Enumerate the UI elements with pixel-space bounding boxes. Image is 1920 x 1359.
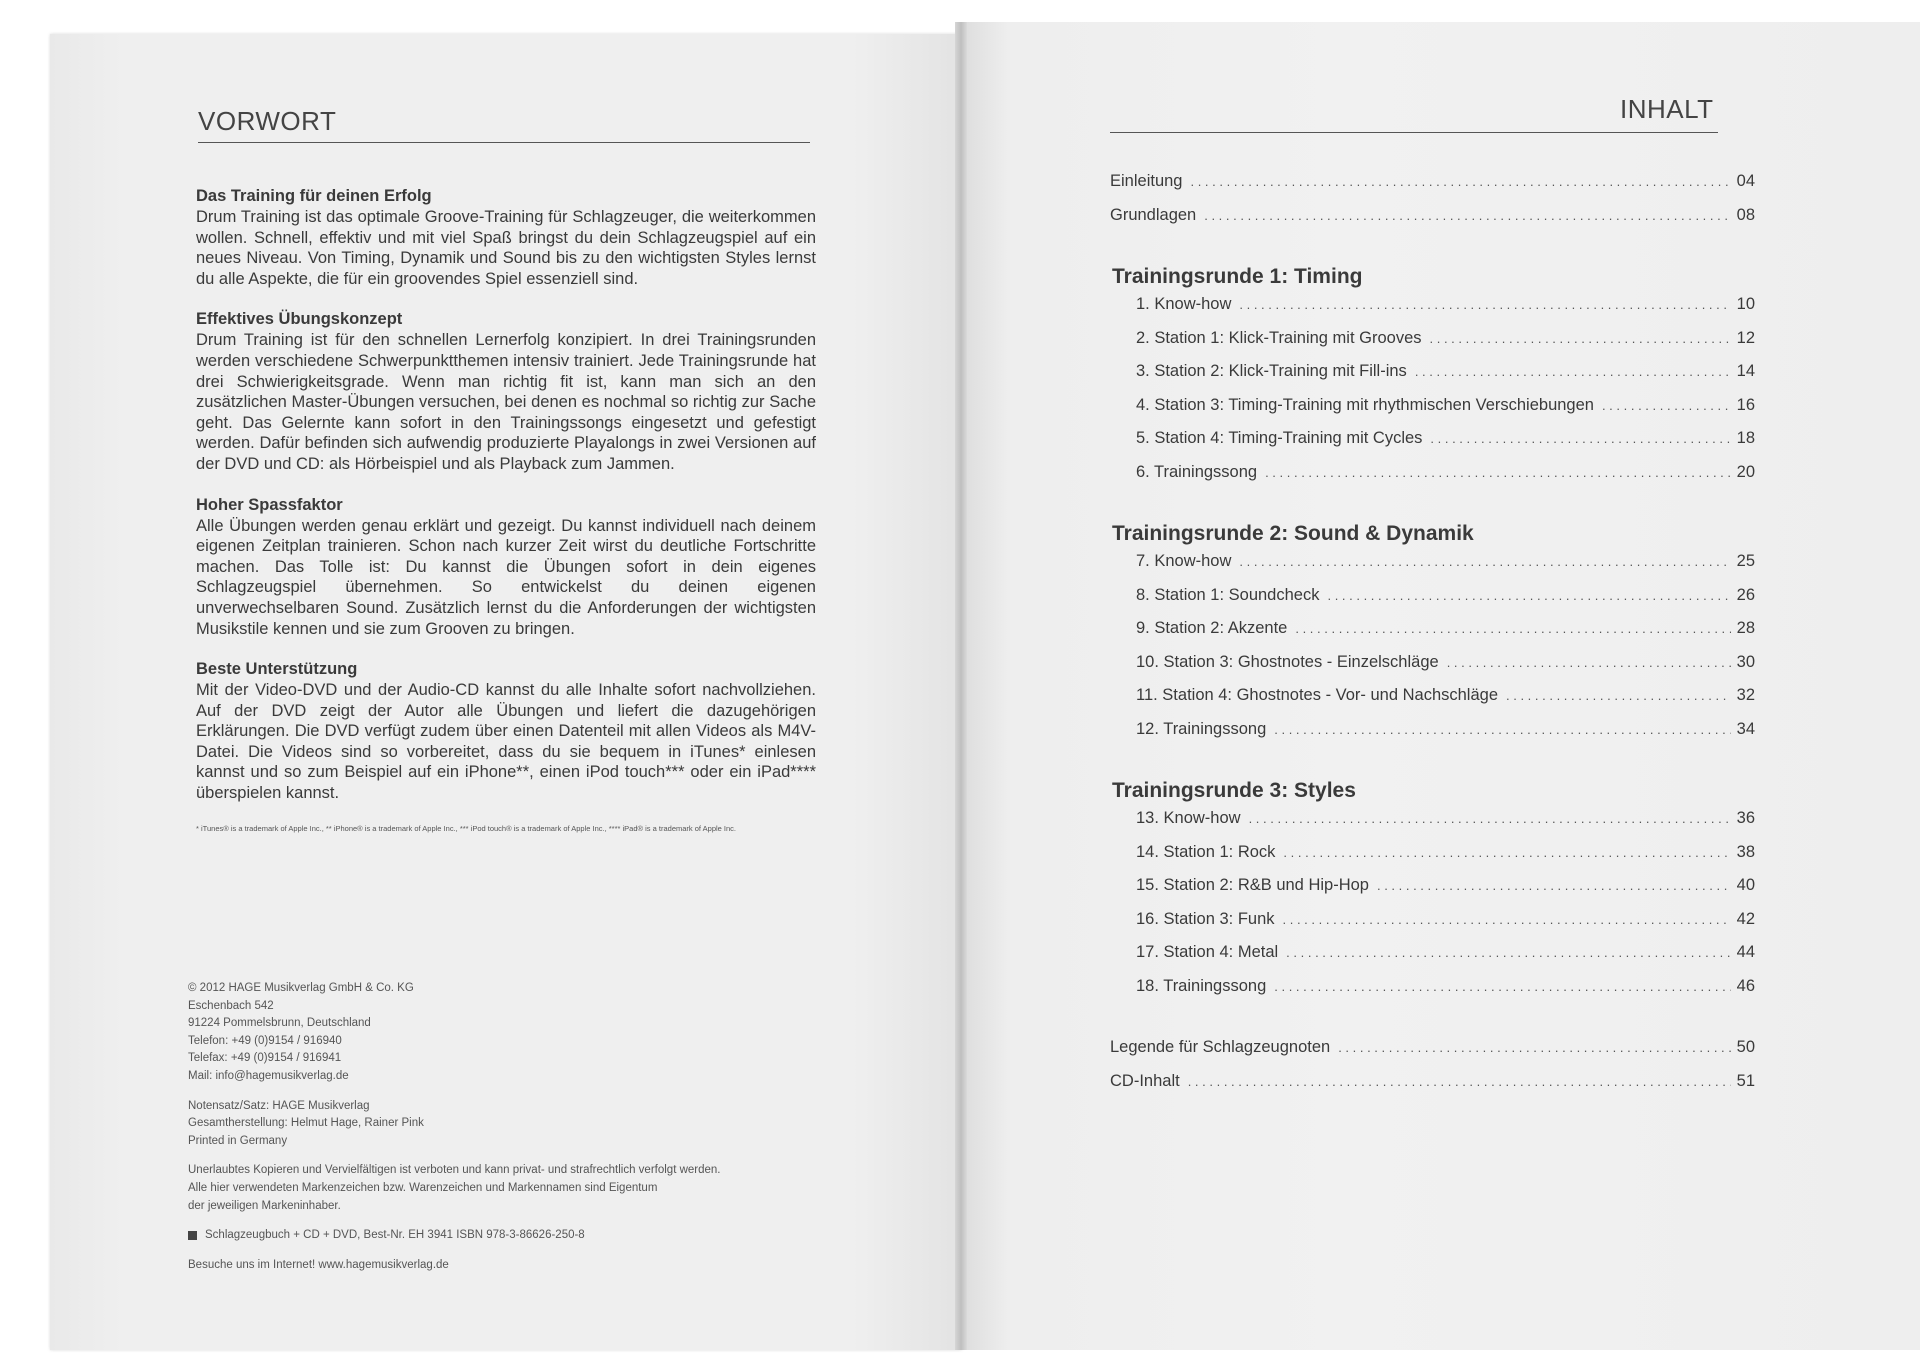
toc-page: 51 bbox=[1736, 1071, 1755, 1090]
imprint bbox=[188, 980, 808, 1286]
imprint-line: Telefax: +49 (0)9154 / 916941 bbox=[188, 1052, 342, 1065]
credits-block bbox=[188, 1098, 808, 1151]
toc-leader bbox=[1377, 878, 1731, 893]
toc-page: 14 bbox=[1736, 362, 1755, 380]
toc-entry bbox=[1110, 329, 1755, 363]
section-uebungskonzept bbox=[196, 309, 816, 474]
toc-page: 38 bbox=[1736, 842, 1755, 861]
toc-leader bbox=[1286, 945, 1730, 960]
toc-leader bbox=[1274, 979, 1730, 994]
toc-entry bbox=[1110, 809, 1755, 843]
toc-page: 42 bbox=[1736, 909, 1755, 928]
toc-label: 7. Know-how bbox=[1136, 552, 1232, 570]
toc-label: 11. Station 4: Ghostnotes - Vor- und Nachschläge bbox=[1136, 686, 1498, 704]
toc-page: 32 bbox=[1736, 686, 1755, 704]
toc-page: 12 bbox=[1736, 328, 1755, 347]
round-title: Trainingsrunde 1: Timing bbox=[1112, 265, 1363, 288]
product-line bbox=[188, 1227, 808, 1245]
toc-label: 15. Station 2: R&B und Hip-Hop bbox=[1136, 876, 1369, 894]
toc-entry bbox=[1110, 876, 1755, 910]
section-text: Alle Übungen werden genau erklärt und gezeigt. Du kannst individuell nach deinem eigenen Zeitplan trainieren. Schon nach kurzer Zeit wirst du deutliche Fortschritte machen. Das Tolle ist: Du kannst die Übungen sofort in dein eigenes Schlagzeugspiel übernehmen. So entwickelst du deinen eigenen unverwechselbaren Sound. Zusätzlich lernst du die Anforderungen der wichtigsten Musikstile kennen und sie zum Grooven zu bringen. bbox=[196, 516, 816, 638]
toc-leader bbox=[1204, 208, 1730, 223]
imprint-line: Unerlaubtes Kopieren und Vervielfältigen ist verboten und kann privat- und strafrechtlich verfolgt werden. bbox=[188, 1164, 721, 1177]
imprint-line: Notensatz/Satz: HAGE Musikverlag bbox=[188, 1099, 370, 1112]
toc-label: 16. Station 3: Funk bbox=[1136, 909, 1275, 928]
toc-page: 25 bbox=[1736, 552, 1755, 570]
toc-label: 13. Know-how bbox=[1136, 809, 1241, 827]
toc-page: 46 bbox=[1736, 976, 1755, 995]
book-gutter bbox=[955, 22, 967, 1350]
toc-label: 3. Station 2: Klick-Training mit Fill-ins bbox=[1136, 362, 1407, 380]
toc-leader bbox=[1506, 688, 1731, 703]
toc-leader bbox=[1295, 621, 1730, 636]
section-text: Drum Training ist das optimale Groove-Training für Schlagzeuger, die weiterkommen wollen. Schnell, effektiv und mit viel Spaß bringst du dein Schlagzeugspiel auf ein neues Niveau. Von Timing, Dynamik und Sound bis zu den wichtigsten Styles lernst du alle Aspekte, die für ein groovendes Spiel essenziell sind. bbox=[196, 208, 816, 288]
round-title: Trainingsrunde 3: Styles bbox=[1112, 779, 1356, 802]
toc-entry bbox=[1110, 977, 1755, 1011]
toc-leader bbox=[1415, 364, 1731, 379]
inhalt-header: INHALT bbox=[1620, 94, 1714, 124]
toc-page: 36 bbox=[1736, 809, 1755, 827]
toc-page: 18 bbox=[1736, 429, 1755, 447]
toc-page: 50 bbox=[1736, 1038, 1755, 1056]
section-text: Mit der Video-DVD und der Audio-CD kannst du alle Inhalte sofort nachvollziehen. Auf der DVD zeigt der Autor alle Übungen und liefert die dazugehörigen Erklärungen. Die DVD verfügt zudem über einen Datenteil mit allen Videos als M4V-Datei. Die Videos sind so vorbereitet, dass du sie bequem in iTunes* einlesen kannst und so zum Beispiel auf ein iPhone**, einen iPod touch*** oder ein iPad**** überspielen kannst. bbox=[196, 681, 816, 803]
toc-entry bbox=[1110, 295, 1755, 329]
toc-leader bbox=[1602, 398, 1731, 413]
toc-label: CD-Inhalt bbox=[1110, 1071, 1180, 1090]
toc-label: 8. Station 1: Soundcheck bbox=[1136, 585, 1320, 604]
toc-leader bbox=[1447, 655, 1731, 670]
toc-page: 30 bbox=[1736, 652, 1755, 671]
section-title: Das Training für deinen Erfolg bbox=[196, 187, 432, 205]
toc-entry bbox=[1110, 843, 1755, 877]
table-of-contents bbox=[1110, 172, 1755, 1105]
product-text: Schlagzeugbuch + CD + DVD, Best-Nr. EH 3941 ISBN 978-3-86626-250-8 bbox=[205, 1229, 585, 1242]
vorwort-rule bbox=[198, 142, 810, 143]
toc-entry bbox=[1110, 619, 1755, 653]
toc-label: 2. Station 1: Klick-Training mit Grooves bbox=[1136, 328, 1422, 347]
toc-label: Legende für Schlagzeugnoten bbox=[1110, 1038, 1331, 1056]
vorwort-header: VORWORT bbox=[198, 106, 337, 136]
toc-page: 16 bbox=[1736, 395, 1755, 414]
imprint-line: Alle hier verwendeten Markenzeichen bzw. Warenzeichen und Markennamen sind Eigentum bbox=[188, 1181, 658, 1194]
toc-page: 44 bbox=[1736, 943, 1755, 961]
toc-entry bbox=[1110, 910, 1755, 944]
toc-leader bbox=[1188, 1074, 1731, 1089]
toc-entry bbox=[1110, 653, 1755, 687]
toc-leader bbox=[1430, 431, 1730, 446]
toc-page: 04 bbox=[1736, 172, 1755, 190]
toc-page: 10 bbox=[1736, 295, 1755, 313]
toc-label: 17. Station 4: Metal bbox=[1136, 943, 1279, 961]
section-training bbox=[196, 186, 816, 289]
toc-leader bbox=[1283, 845, 1730, 860]
web-line: Besuche uns im Internet! www.hagemusikverlag.de bbox=[188, 1258, 449, 1271]
toc-label: 5. Station 4: Timing-Training mit Cycles bbox=[1136, 429, 1423, 447]
toc-entry bbox=[1110, 1038, 1755, 1072]
toc-entry bbox=[1110, 396, 1755, 430]
toc-label: Grundlagen bbox=[1110, 205, 1197, 224]
toc-page: 08 bbox=[1736, 205, 1755, 224]
imprint-line: 91224 Pommelsbrunn, Deutschland bbox=[188, 1017, 371, 1030]
section-title: Effektives Übungskonzept bbox=[196, 310, 403, 329]
toc-entry bbox=[1110, 586, 1755, 620]
section-title: Beste Unterstützung bbox=[196, 660, 358, 679]
toc-leader bbox=[1338, 1040, 1730, 1055]
inhalt-rule bbox=[1110, 132, 1718, 133]
imprint-line: Printed in Germany bbox=[188, 1134, 288, 1147]
toc-leader bbox=[1239, 554, 1730, 569]
toc-entry bbox=[1110, 429, 1755, 463]
vorwort-body bbox=[196, 186, 816, 833]
toc-label: 10. Station 3: Ghostnotes - Einzelschläge bbox=[1136, 652, 1439, 671]
toc-entry bbox=[1110, 720, 1755, 754]
toc-label: 18. Trainingssong bbox=[1136, 976, 1267, 995]
imprint-line: Eschenbach 542 bbox=[188, 999, 274, 1012]
toc-page: 20 bbox=[1736, 462, 1755, 481]
toc-leader bbox=[1249, 811, 1731, 826]
toc-page: 26 bbox=[1736, 585, 1755, 604]
toc-label: Einleitung bbox=[1110, 172, 1183, 190]
toc-leader bbox=[1430, 331, 1731, 346]
toc-entry bbox=[1110, 686, 1755, 720]
toc-label: 6. Trainingssong bbox=[1136, 462, 1258, 481]
toc-entry bbox=[1110, 943, 1755, 977]
toc-entry bbox=[1110, 552, 1755, 586]
toc-leader bbox=[1274, 722, 1730, 737]
toc-leader bbox=[1283, 912, 1731, 927]
toc-leader bbox=[1327, 588, 1730, 603]
section-text: Drum Training ist für den schnellen Lernerfolg konzipiert. In drei Trainingsrunden werden verschiedene Schwerpunktthemen intensiv trainiert. Jede Trainingsrunde hat drei Schwierigkeitsgrade. Wenn man richtig fit ist, kann man sich an den zusätzlichen Master-Übungen versuchen, bei denen es nochmal so richtig zur Sache geht. Das Gelernte kann sofort in den Trainingssongs eingesetzt und gefestigt werden. Dafür befinden sich aufwendig produzierte Playalongs in zwei Versionen auf der DVD und CD: als Hörbeispiel und als Playback zum Jammen. bbox=[196, 331, 816, 473]
toc-spacer bbox=[1110, 1010, 1755, 1038]
legal-block bbox=[188, 1162, 808, 1215]
toc-entry bbox=[1110, 1072, 1755, 1106]
toc-label: 9. Station 2: Akzente bbox=[1136, 619, 1288, 637]
toc-label: 14. Station 1: Rock bbox=[1136, 842, 1276, 861]
toc-entry bbox=[1110, 206, 1755, 240]
imprint-line: Telefon: +49 (0)9154 / 916940 bbox=[188, 1034, 342, 1047]
toc-leader bbox=[1190, 174, 1730, 189]
imprint-line: der jeweiligen Markeninhaber. bbox=[188, 1199, 341, 1212]
square-bullet-icon bbox=[188, 1231, 197, 1240]
imprint-line: Gesamtherstellung: Helmut Hage, Rainer Pink bbox=[188, 1117, 424, 1130]
section-title: Hoher Spassfaktor bbox=[196, 495, 343, 514]
imprint-line: © 2012 HAGE Musikverlag GmbH & Co. KG bbox=[188, 982, 414, 994]
toc-entry bbox=[1110, 172, 1755, 206]
toc-label: 12. Trainingssong bbox=[1136, 719, 1267, 738]
section-unterstuetzung bbox=[196, 659, 816, 804]
publisher-block bbox=[188, 980, 808, 1086]
toc-leader bbox=[1239, 297, 1730, 312]
toc-entry bbox=[1110, 362, 1755, 396]
imprint-line: Mail: info@hagemusikverlag.de bbox=[188, 1069, 349, 1082]
toc-page: 34 bbox=[1736, 719, 1755, 738]
toc-label: 4. Station 3: Timing-Training mit rhythmischen Verschiebungen bbox=[1136, 395, 1594, 414]
toc-entry bbox=[1110, 463, 1755, 497]
round-title: Trainingsrunde 2: Sound & Dynamik bbox=[1112, 522, 1474, 545]
toc-label: 1. Know-how bbox=[1136, 295, 1232, 313]
toc-page: 40 bbox=[1736, 876, 1755, 894]
section-spassfaktor bbox=[196, 495, 816, 640]
trademark-footnote: * iTunes® is a trademark of Apple Inc., ** iPhone® is a trademark of Apple Inc., *** iPod touch® is a trademark of Apple Inc., **** iPad® is a trademark of Apple Inc. bbox=[196, 823, 737, 833]
toc-leader bbox=[1265, 465, 1731, 480]
toc-page: 28 bbox=[1736, 619, 1755, 637]
